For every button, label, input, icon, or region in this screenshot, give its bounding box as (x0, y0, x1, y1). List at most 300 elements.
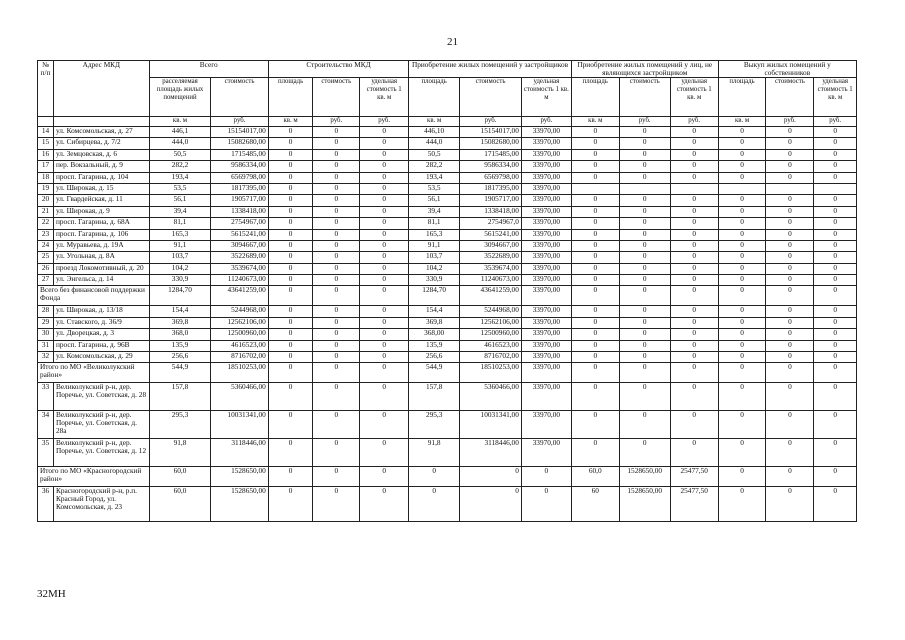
table-cell: 3118446,00 (460, 439, 522, 467)
table-cell: 0 (571, 229, 619, 240)
table-cell: 0 (360, 363, 409, 383)
table-cell: 0 (670, 439, 718, 467)
table-cell: 0 (619, 340, 670, 351)
table-cell: 369,8 (409, 317, 460, 328)
table-cell: 0 (766, 206, 814, 217)
table-cell: 0 (571, 138, 619, 149)
table-cell: 12562106,00 (460, 317, 522, 328)
table-cell: 0 (268, 149, 313, 160)
address-cell: ул. Дворецкая, д. 3 (53, 329, 149, 340)
table-cell: 0 (718, 229, 766, 240)
unit-rub: руб. (619, 117, 670, 127)
table-cell: 0 (619, 161, 670, 172)
table-cell: 0 (718, 172, 766, 183)
table-cell: 135,9 (149, 340, 211, 351)
row-number: 32 (38, 352, 54, 363)
row-number: 26 (38, 263, 54, 274)
unit-sqm: кв. м (571, 117, 619, 127)
header-num: № п/п (38, 61, 54, 117)
table-cell: 444,0 (149, 138, 211, 149)
table-cell: 0 (718, 138, 766, 149)
table-cell: 0 (670, 138, 718, 149)
table-cell: 0 (360, 161, 409, 172)
table-cell: 0 (718, 252, 766, 263)
table-body (38, 127, 857, 522)
table-cell: 0 (313, 149, 360, 160)
table-cell: 0 (268, 317, 313, 328)
footer-code: 32МН (37, 588, 66, 600)
table-row (38, 411, 857, 439)
table-cell: 0 (571, 263, 619, 274)
table-cell: 0 (360, 317, 409, 328)
table-cell: 0 (313, 411, 360, 439)
table-cell: 135,9 (409, 340, 460, 351)
table-cell: 0 (814, 340, 857, 351)
table-cell: 0 (814, 352, 857, 363)
header-address: Адрес МКД (53, 61, 149, 117)
table-cell: 0 (814, 240, 857, 251)
unit-rub: руб. (670, 117, 718, 127)
table-row (38, 306, 857, 317)
table-cell: 0 (360, 127, 409, 138)
header-cost: стоимость (766, 78, 814, 117)
table-cell: 0 (268, 340, 313, 351)
header-blank (53, 117, 149, 127)
table-cell: 0 (766, 138, 814, 149)
table-cell: 368,0 (149, 329, 211, 340)
table-cell: 33970,00 (521, 218, 571, 229)
table-row (38, 206, 857, 217)
header-total-cost: стоимость (211, 78, 268, 117)
header-unit-cost: удельная стоимость 1 кв. м (360, 78, 409, 117)
table-cell: 9586334,00 (460, 161, 522, 172)
table-cell: 0 (766, 439, 814, 467)
table-cell: 0 (571, 195, 619, 206)
table-cell: 0 (670, 161, 718, 172)
table-cell: 91,1 (409, 240, 460, 251)
table-cell: 0 (268, 467, 313, 487)
table-cell: 0 (766, 317, 814, 328)
table-cell: 60,0 (149, 487, 211, 522)
table-cell: 1528650,00 (619, 467, 670, 487)
table-cell: 0 (571, 306, 619, 317)
table-cell (814, 183, 857, 194)
table-cell (766, 183, 814, 194)
table-cell: 0 (718, 306, 766, 317)
table-cell: 0 (360, 487, 409, 522)
table-cell: 256,6 (409, 352, 460, 363)
address-cell: пер. Вокзальный, д. 9 (53, 161, 149, 172)
table-cell: 0 (766, 229, 814, 240)
row-number: 21 (38, 206, 54, 217)
table-cell: 0 (571, 317, 619, 328)
table-cell: 0 (360, 252, 409, 263)
table-row (38, 172, 857, 183)
table-cell: 154,4 (409, 306, 460, 317)
address-cell: ул. Комсомольская, д. 27 (53, 127, 149, 138)
table-cell: 33970,00 (521, 183, 571, 194)
table-cell: 0 (268, 275, 313, 286)
table-cell: 0 (766, 340, 814, 351)
table-cell: 0 (619, 229, 670, 240)
unit-rub: руб. (766, 117, 814, 127)
table-cell: 0 (268, 263, 313, 274)
table-cell: 0 (718, 352, 766, 363)
table-cell: 1284,70 (409, 286, 460, 306)
table-cell: 3118446,00 (211, 439, 268, 467)
table-cell: 1817395,00 (460, 183, 522, 194)
table-cell: 15154017,00 (460, 127, 522, 138)
table-cell: 3539674,00 (460, 263, 522, 274)
table-cell: 0 (670, 127, 718, 138)
table-cell: 0 (718, 383, 766, 411)
table-cell: 0 (313, 317, 360, 328)
subtotal-label: Итого по МО «Красногородский район» (38, 467, 150, 487)
table-cell: 0 (814, 263, 857, 274)
address-cell: Красногородский р-н, р.п. Красный Город, ул. Комсомольская, д. 23 (53, 487, 149, 522)
table-cell: 0 (460, 467, 522, 487)
header-area: площадь (409, 78, 460, 117)
table-cell: 0 (268, 286, 313, 306)
table-cell: 0 (268, 127, 313, 138)
table-cell: 0 (571, 363, 619, 383)
table-cell: 0 (571, 149, 619, 160)
table-cell: 282,2 (409, 161, 460, 172)
row-number: 24 (38, 240, 54, 251)
table-cell: 11240673,00 (211, 275, 268, 286)
table-cell: 0 (313, 306, 360, 317)
table-cell: 0 (268, 352, 313, 363)
table-cell: 0 (814, 127, 857, 138)
table-cell: 0 (814, 329, 857, 340)
table-cell: 0 (571, 240, 619, 251)
address-cell: просп. Гагарина, д. 106 (53, 229, 149, 240)
table-cell: 33970,00 (521, 329, 571, 340)
table-cell: 0 (814, 161, 857, 172)
table-cell: 0 (619, 127, 670, 138)
address-cell: ул. Муравьева, д. 19А (53, 240, 149, 251)
table-cell: 165,3 (409, 229, 460, 240)
table-row (38, 218, 857, 229)
table-cell: 15082680,00 (460, 138, 522, 149)
table-row (38, 195, 857, 206)
row-number: 33 (38, 383, 54, 411)
table-cell: 0 (619, 172, 670, 183)
table-cell: 0 (814, 172, 857, 183)
address-cell: ул. Широкая, д. 15 (53, 183, 149, 194)
table-cell: 0 (814, 383, 857, 411)
table-cell: 0 (619, 218, 670, 229)
table-cell: 33970,00 (521, 149, 571, 160)
table-cell: 0 (814, 467, 857, 487)
header-group-construction: Строительство МКД (268, 61, 408, 78)
table-cell: 0 (766, 467, 814, 487)
table-cell: 0 (571, 218, 619, 229)
table-cell: 10031341,00 (460, 411, 522, 439)
table-cell: 50,5 (409, 149, 460, 160)
table-cell: 6569798,00 (211, 172, 268, 183)
table-cell: 0 (718, 240, 766, 251)
table-cell: 0 (268, 306, 313, 317)
table-cell: 3094667,00 (211, 240, 268, 251)
table-cell: 0 (814, 411, 857, 439)
table-cell: 0 (766, 172, 814, 183)
row-number: 19 (38, 183, 54, 194)
table-cell: 0 (571, 252, 619, 263)
table-cell: 330,9 (409, 275, 460, 286)
table-cell: 446,10 (409, 127, 460, 138)
table-cell: 0 (670, 383, 718, 411)
table-cell: 0 (409, 467, 460, 487)
table-cell: 0 (619, 317, 670, 328)
table-cell: 4616523,00 (211, 340, 268, 351)
table-cell: 3522689,00 (211, 252, 268, 263)
table-cell: 91,8 (149, 439, 211, 467)
row-number: 35 (38, 439, 54, 467)
table-cell: 0 (360, 206, 409, 217)
header-area: площадь (718, 78, 766, 117)
address-cell: проезд Локомотивный, д. 20 (53, 263, 149, 274)
row-number: 14 (38, 127, 54, 138)
table-cell: 5360466,00 (460, 383, 522, 411)
row-number: 30 (38, 329, 54, 340)
table-cell: 0 (268, 161, 313, 172)
table-cell: 0 (670, 352, 718, 363)
unit-sqm: кв. м (149, 117, 211, 127)
header-group-total: Всего (149, 61, 268, 78)
table-cell: 0 (718, 286, 766, 306)
table-cell: 0 (313, 183, 360, 194)
table-cell: 0 (360, 329, 409, 340)
address-cell: ул. Широкая, д. 13/18 (53, 306, 149, 317)
table-cell (670, 183, 718, 194)
table-cell: 33970,00 (521, 317, 571, 328)
table-cell: 0 (360, 138, 409, 149)
address-cell: ул. Земцовская, д. 6 (53, 149, 149, 160)
table-cell: 33970,00 (521, 229, 571, 240)
table-cell: 0 (313, 352, 360, 363)
table-cell: 0 (268, 363, 313, 383)
page-number: 21 (447, 36, 458, 48)
table-cell: 0 (571, 172, 619, 183)
table-cell: 0 (571, 383, 619, 411)
table-cell: 0 (268, 218, 313, 229)
table-cell: 39,4 (409, 206, 460, 217)
table-cell: 0 (313, 263, 360, 274)
table-cell: 0 (619, 383, 670, 411)
table-cell: 0 (571, 127, 619, 138)
table-row (38, 340, 857, 351)
row-number: 15 (38, 138, 54, 149)
table-cell: 0 (619, 439, 670, 467)
table-cell: 0 (619, 149, 670, 160)
table-cell: 8716702,00 (460, 352, 522, 363)
table-cell: 18510253,00 (211, 363, 268, 383)
row-number: 25 (38, 252, 54, 263)
table-cell: 295,3 (409, 411, 460, 439)
table-cell: 0 (619, 206, 670, 217)
table-cell: 53,5 (149, 183, 211, 194)
header-cost: стоимость (313, 78, 360, 117)
table-cell: 53,5 (409, 183, 460, 194)
table-cell: 0 (619, 275, 670, 286)
row-number: 36 (38, 487, 54, 522)
table-row (38, 487, 857, 522)
table-cell: 0 (814, 286, 857, 306)
table-cell: 0 (360, 218, 409, 229)
table-cell: 0 (409, 487, 460, 522)
table-cell: 157,8 (149, 383, 211, 411)
table-cell: 81,1 (409, 218, 460, 229)
table-cell: 1528650,00 (619, 487, 670, 522)
table-cell: 0 (268, 172, 313, 183)
unit-sqm: кв. м (268, 117, 313, 127)
resettlement-table (37, 60, 857, 522)
table-cell: 0 (268, 383, 313, 411)
address-cell: просп. Гагарина, д. 96В (53, 340, 149, 351)
table-cell: 0 (313, 206, 360, 217)
table-cell: 0 (670, 306, 718, 317)
table-cell: 0 (619, 195, 670, 206)
table-cell: 39,4 (149, 206, 211, 217)
table-cell: 0 (718, 161, 766, 172)
table-cell: 1338418,00 (211, 206, 268, 217)
table-cell: 0 (766, 218, 814, 229)
table-cell: 0 (814, 306, 857, 317)
subtotal-label: Всего без финансовой поддержки Фонда (38, 286, 150, 306)
table-cell: 0 (718, 127, 766, 138)
table-cell: 0 (268, 229, 313, 240)
table-cell: 5615241,00 (211, 229, 268, 240)
table-cell: 0 (313, 172, 360, 183)
table-cell: 33970,00 (521, 352, 571, 363)
unit-sqm: кв. м (718, 117, 766, 127)
address-cell: просп. Гагарина, д. 104 (53, 172, 149, 183)
table-cell: 3539674,00 (211, 263, 268, 274)
table-cell: 330,9 (149, 275, 211, 286)
table-cell: 0 (360, 411, 409, 439)
table-cell: 0 (814, 439, 857, 467)
table-cell: 33970,00 (521, 138, 571, 149)
table-cell: 0 (360, 467, 409, 487)
table-cell: 0 (814, 229, 857, 240)
table-cell: 165,3 (149, 229, 211, 240)
table-cell: 0 (619, 306, 670, 317)
table-cell: 0 (571, 206, 619, 217)
table-cell: 0 (670, 149, 718, 160)
table-cell: 10031341,00 (211, 411, 268, 439)
table-cell: 0 (670, 218, 718, 229)
table-cell: 33970,00 (521, 127, 571, 138)
table-cell: 18510253,00 (460, 363, 522, 383)
table-cell: 0 (670, 263, 718, 274)
table-cell: 0 (718, 467, 766, 487)
table-row (38, 252, 857, 263)
table-cell: 50,5 (149, 149, 211, 160)
table-cell: 0 (360, 306, 409, 317)
table-cell: 0 (313, 439, 360, 467)
table-cell: 0 (814, 317, 857, 328)
table-cell: 33970,00 (521, 206, 571, 217)
table-cell: 0 (619, 252, 670, 263)
table-cell: 0 (268, 138, 313, 149)
table-cell: 0 (360, 149, 409, 160)
table-cell: 33970,00 (521, 252, 571, 263)
table-cell: 0 (670, 240, 718, 251)
table-row (38, 240, 857, 251)
table-cell: 0 (521, 487, 571, 522)
row-number: 29 (38, 317, 54, 328)
unit-rub: руб. (521, 117, 571, 127)
table-cell: 0 (670, 195, 718, 206)
table-cell: 1715485,00 (211, 149, 268, 160)
table-cell: 33970,00 (521, 286, 571, 306)
address-cell: ул. Комсомольская, д. 29 (53, 352, 149, 363)
table-cell: 0 (313, 383, 360, 411)
table-cell: 1905717,00 (460, 195, 522, 206)
table-cell: 11240673,00 (460, 275, 522, 286)
table-cell: 60,0 (149, 467, 211, 487)
table-cell: 0 (360, 275, 409, 286)
table-cell: 0 (814, 206, 857, 217)
header-area: площадь (268, 78, 313, 117)
table-cell: 0 (619, 329, 670, 340)
table-cell: 193,4 (409, 172, 460, 183)
table-cell: 193,4 (149, 172, 211, 183)
table-cell: 0 (670, 317, 718, 328)
table-cell: 56,1 (409, 195, 460, 206)
table-cell: 60 (571, 487, 619, 522)
table-cell: 0 (718, 340, 766, 351)
table-cell: 0 (766, 363, 814, 383)
table-cell: 91,1 (149, 240, 211, 251)
table-cell: 0 (268, 487, 313, 522)
table-cell: 33970,00 (521, 161, 571, 172)
table-cell: 33970,00 (521, 306, 571, 317)
row-number: 28 (38, 306, 54, 317)
table-cell: 1284,70 (149, 286, 211, 306)
table-cell: 0 (670, 172, 718, 183)
table-cell: 0 (718, 411, 766, 439)
table-cell: 544,9 (409, 363, 460, 383)
table-cell: 0 (313, 195, 360, 206)
table-cell: 0 (670, 206, 718, 217)
table-cell: 81,1 (149, 218, 211, 229)
table-cell: 33970,00 (521, 263, 571, 274)
table-cell: 0 (619, 286, 670, 306)
subtotal-row (38, 467, 857, 487)
table-cell: 0 (313, 240, 360, 251)
table-cell: 91,8 (409, 439, 460, 467)
table-cell: 0 (268, 411, 313, 439)
table-cell: 33970,00 (521, 195, 571, 206)
table-cell: 0 (360, 183, 409, 194)
table-cell: 6569798,00 (460, 172, 522, 183)
table-cell: 446,1 (149, 127, 211, 138)
unit-sqm: кв. м (409, 117, 460, 127)
table-cell: 0 (571, 286, 619, 306)
table-cell: 0 (814, 218, 857, 229)
table-cell: 0 (313, 229, 360, 240)
subtotal-label: Итого по МО «Великолукский район» (38, 363, 150, 383)
address-cell: ул. Ставского, д. 36/9 (53, 317, 149, 328)
table-cell: 5244968,00 (460, 306, 522, 317)
table-cell: 0 (670, 340, 718, 351)
table-cell: 1528650,00 (211, 487, 268, 522)
table-cell: 5615241,00 (460, 229, 522, 240)
table-cell: 33970,00 (521, 340, 571, 351)
table-cell: 0 (521, 467, 571, 487)
